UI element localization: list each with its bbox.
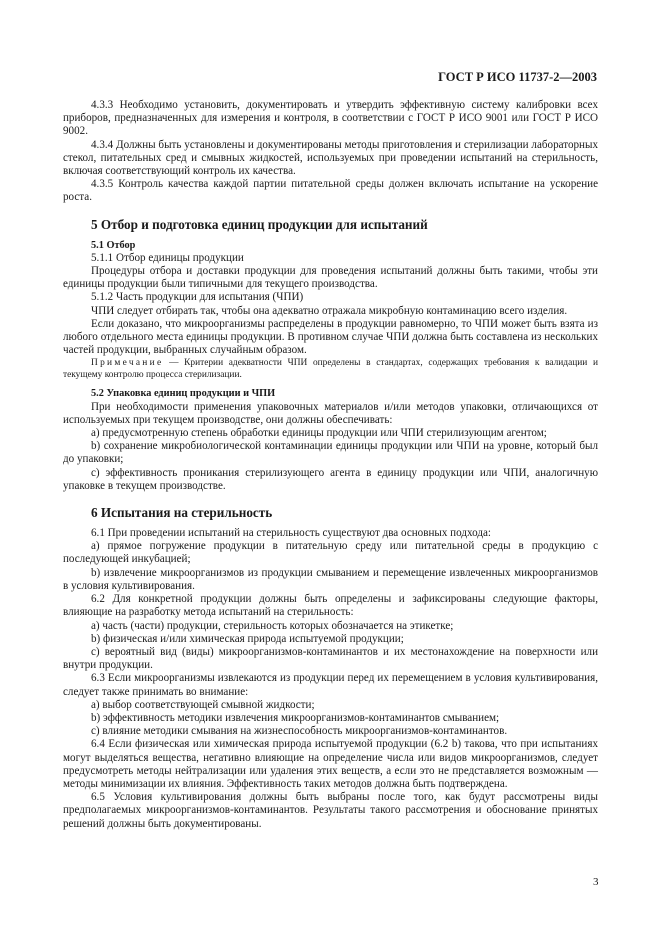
note: [63, 357, 598, 381]
document-header: ГОСТ Р ИСО 11737-2—2003: [438, 70, 597, 84]
paragraph-5-1-2-text: ЧПИ следует отбирать так, чтобы она адекватно отражала микробную контаминацию всего изделия.: [91, 304, 568, 317]
paragraph-6-1: 6.1 При проведении испытаний на стерильность существуют два основных подхода:: [91, 527, 491, 540]
note-label: Примечание: [91, 358, 164, 369]
list-item-5-2-c: с) эффективность проникания стерилизующего агента в единицу продукции или ЧПИ, аналогичную упаковке в текущем производстве.: [63, 466, 598, 492]
list-item-6-2-b: b) физическая и/или химическая природа испытуемой продукции;: [91, 632, 404, 645]
section-5-title: 5 Отбор и подготовка единиц продукции для испытаний: [91, 216, 428, 232]
paragraph-4-3-5: 4.3.5 Контроль качества каждой партии питательной среды должен включать испытание на ускорение роста.: [63, 178, 598, 204]
subsection-5-1-title: 5.1 Отбор: [91, 239, 136, 251]
note-text: — Критерии адекватности ЧПИ определены в стандартах, содержащих требования к валидации и текущему контролю процесса стерилизации.: [63, 358, 598, 381]
list-item-5-2-a: а) предусмотренную степень обработки единицы продукции или ЧПИ стерилизующим агентом;: [91, 427, 547, 440]
paragraph-5-1-1-text: Процедуры отбора и доставки продукции для проведения испытаний должны быть такими, чтобы эти единицы продукции были типичными для текущего производства.: [63, 265, 598, 291]
paragraph-6-2: 6.2 Для конкретной продукции должны быть определены и зафиксированы следующие факторы, влияющие на разработку метода испытаний на стерильность:: [63, 593, 598, 619]
list-item-6-1-b: b) извлечение микроорганизмов из продукции смыванием и перемещение извлеченных микроорганизмов в условия культивирования.: [63, 566, 598, 592]
list-item-6-3-b: b) эффективность методики извлечения микроорганизмов-контаминантов смыванием;: [91, 711, 500, 724]
paragraph-5-2: При необходимости применения упаковочных материалов и/или методов упаковки, отличающихся от используемых при текущем производстве, они должны обеспечивать:: [63, 400, 598, 426]
paragraph-5-1-2: 5.1.2 Часть продукции для испытания (ЧПИ): [91, 291, 304, 304]
document-body: [63, 99, 598, 831]
section-6-title: 6 Испытания на стерильность: [91, 505, 273, 521]
paragraph-5-1-1: 5.1.1 Отбор единицы продукции: [91, 251, 244, 264]
list-item-5-2-b: b) сохранение микробиологической контаминации единицы продукции или ЧПИ на уровне, который был до упаковки;: [63, 440, 598, 466]
list-item-6-1-a: а) прямое погружение продукции в питательную среду или питательной среды в продукцию с последующей инкубацией;: [63, 540, 598, 566]
subsection-5-2-title: 5.2 Упаковка единиц продукции и ЧПИ: [91, 388, 276, 400]
paragraph-4-3-3: 4.3.3 Необходимо установить, документировать и утвердить эффективную систему калибровки всех приборов, предназначенных для измерения и контроля, в соответствии с ГОСТ Р ИСО 9001 или ГОСТ Р ИСО 9002.: [63, 99, 598, 138]
paragraph-6-3: 6.3 Если микроорганизмы извлекаются из продукции перед их перемещением в условия культивирования, следует также принимать во внимание:: [63, 672, 598, 698]
list-item-6-2-c: с) вероятный вид (виды) микроорганизмов-контаминантов и их местонахождение на поверхности или внутри продукции.: [63, 645, 598, 672]
page-number: 3: [593, 876, 599, 888]
list-item-6-3-a: а) выбор соответствующей смывной жидкости;: [91, 698, 315, 711]
paragraph-5-1-2-text-2: Если доказано, что микроорганизмы распределены в продукции равномерно, то ЧПИ может быть взята из любого отдельного места единицы продукции. В противном случае ЧПИ должна быть составлена из нескольких частей продукции, выбранных случайным образом.: [63, 317, 598, 357]
paragraph-6-4: 6.4 Если физическая или химическая природа испытуемой продукции (6.2 b) такова, что при испытаниях могут выделяться вещества, негативно влияющие на определение числа или видов микроорганизмов, следует предусмотреть методы нейтрализации или удаления этих веществ, а если это не представляется возможным — методы минимизации их влияния. Эффективность таких методов должна быть подтверждена.: [63, 738, 598, 790]
list-item-6-3-c: с) влияние методики смывания на жизнеспособность микроорганизмов-контаминантов.: [91, 725, 508, 738]
list-item-6-2-a: а) часть (части) продукции, стерильность которых обозначается на этикетке;: [91, 619, 454, 632]
paragraph-6-5: 6.5 Условия культивирования должны быть выбраны после того, как будут рассмотрены виды предполагаемых микроорганизмов-контаминантов. Результаты такого рассмотрения и обоснование принятых решений должны быть документированы.: [63, 791, 598, 830]
paragraph-4-3-4: 4.3.4 Должны быть установлены и документированы методы приготовления и стерилизации лабораторных стекол, питательных сред и смывных жидкостей, используемых при проведении испытаний на стерильность, включая соответствующий контроль их качества.: [63, 138, 598, 178]
